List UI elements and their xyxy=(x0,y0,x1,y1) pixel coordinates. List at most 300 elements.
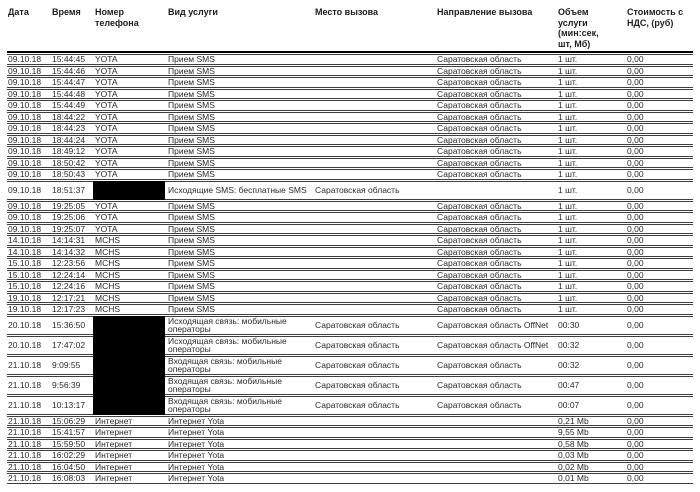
cell-place xyxy=(315,124,433,133)
cell-date: 19.10.18 xyxy=(8,292,42,303)
cell-volume: 00:47 xyxy=(558,379,580,390)
table-row xyxy=(7,66,693,77)
header-separator-line xyxy=(7,51,693,53)
column-header-cost: Стоимость с НДС, (руб) xyxy=(627,7,684,28)
cell-time: 15:44:46 xyxy=(52,65,86,76)
cell-volume: 1 шт. xyxy=(558,169,578,179)
cell-service: Прием SMS xyxy=(168,111,215,122)
cell-volume: 1 шт. xyxy=(558,223,578,234)
cell-time: 18:50:42 xyxy=(52,157,86,168)
table-row xyxy=(7,376,693,395)
cell-phone: Интернет xyxy=(95,473,133,483)
cell-phone: YOTA xyxy=(95,123,118,133)
table-row xyxy=(7,77,693,88)
cell-cost: 0,00 xyxy=(627,427,644,437)
cell-place xyxy=(315,159,433,168)
cell-service: Интернет Yota xyxy=(168,438,225,449)
cell-phone: YOTA xyxy=(95,223,118,234)
cell-service: Входящая связь: мобильные операторы xyxy=(168,355,282,374)
cell-place xyxy=(315,147,433,156)
cell-phone: Интернет xyxy=(95,450,133,460)
cell-direction xyxy=(437,440,555,449)
cell-time: 19:25:07 xyxy=(52,223,86,234)
cell-service: Прием SMS xyxy=(168,281,215,291)
cell-volume: 1 шт. xyxy=(558,88,578,99)
cell-direction: Саратовская область xyxy=(437,212,522,222)
cell-service: Прием SMS xyxy=(168,269,215,280)
cell-direction: Саратовская область xyxy=(437,77,522,87)
cell-time: 15:41:57 xyxy=(52,427,86,437)
cell-place xyxy=(315,428,433,437)
table-body xyxy=(0,54,700,485)
cell-cost: 0,00 xyxy=(627,88,644,99)
cell-phone: YOTA xyxy=(95,100,118,110)
cell-cost: 0,00 xyxy=(627,200,644,211)
cell-date: 09.10.18 xyxy=(8,111,42,122)
cell-volume: 1 шт. xyxy=(558,100,578,110)
cell-date: 15.10.18 xyxy=(8,281,42,291)
cell-volume: 0,01 Mb xyxy=(558,473,589,483)
cell-cost: 0,00 xyxy=(627,157,644,168)
cell-service: Прием SMS xyxy=(168,304,215,314)
cell-service: Прием SMS xyxy=(168,100,215,110)
cell-service: Прием SMS xyxy=(168,200,215,211)
cell-volume: 1 шт. xyxy=(558,200,578,211)
cell-place xyxy=(315,202,433,211)
cell-phone: Интернет xyxy=(95,461,133,472)
cell-volume: 0,58 Mb xyxy=(558,438,589,449)
cell-time: 16:08:03 xyxy=(52,473,86,483)
cell-direction xyxy=(437,428,555,437)
cell-time: 10:13:17 xyxy=(52,399,86,410)
table-row xyxy=(7,146,693,157)
table-row xyxy=(7,89,693,100)
table-row xyxy=(7,473,693,484)
cell-cost: 0,00 xyxy=(627,65,644,76)
cell-cost: 0,00 xyxy=(627,134,644,145)
cell-volume: 0,02 Mb xyxy=(558,461,589,472)
cell-place xyxy=(315,67,433,76)
cell-place: Саратовская область xyxy=(315,379,400,390)
cell-cost: 0,00 xyxy=(627,319,644,330)
cell-place xyxy=(315,78,433,87)
cell-service: Прием SMS xyxy=(168,246,215,257)
cell-volume: 1 шт. xyxy=(558,281,578,291)
cell-place xyxy=(315,113,433,122)
cell-direction: Саратовская область xyxy=(437,304,522,314)
cell-service: Прием SMS xyxy=(168,235,215,245)
cell-direction: Саратовская область xyxy=(437,379,522,390)
cell-place xyxy=(315,55,433,64)
cell-direction: Саратовская область xyxy=(437,292,522,303)
cell-service: Интернет Yota xyxy=(168,427,225,437)
cell-volume: 0,03 Mb xyxy=(558,450,589,460)
cell-volume: 0,21 Mb xyxy=(558,415,589,426)
cell-place xyxy=(315,451,433,460)
cell-time: 12:17:23 xyxy=(52,304,86,314)
cell-date: 21.10.18 xyxy=(8,379,42,390)
cell-direction: Саратовская область xyxy=(437,100,522,110)
cell-direction: Саратовская область xyxy=(437,157,522,168)
cell-time: 19:25:06 xyxy=(52,212,86,222)
cell-direction xyxy=(437,182,555,199)
cell-volume: 1 шт. xyxy=(558,258,578,268)
cell-direction xyxy=(437,463,555,472)
cell-direction: Саратовская область xyxy=(437,65,522,76)
table-row xyxy=(7,201,693,212)
cell-direction xyxy=(437,417,555,426)
cell-time: 15:59:50 xyxy=(52,438,86,449)
table-row xyxy=(7,158,693,169)
cell-time: 14:14:32 xyxy=(52,246,86,257)
cell-direction: Саратовская область xyxy=(437,111,522,122)
cell-phone: MCHS xyxy=(95,269,121,280)
cell-phone: YOTA xyxy=(95,157,118,168)
cell-direction: Саратовская область xyxy=(437,169,522,179)
cell-phone: YOTA xyxy=(95,111,118,122)
cell-service: Входящая связь: мобильные операторы xyxy=(168,395,282,414)
cell-time: 18:44:22 xyxy=(52,111,86,122)
cell-volume: 1 шт. xyxy=(558,134,578,145)
cell-volume: 1 шт. xyxy=(558,65,578,76)
cell-volume: 1 шт. xyxy=(558,235,578,245)
cell-service: Прием SMS xyxy=(168,157,215,168)
cell-service: Прием SMS xyxy=(168,223,215,234)
cell-volume: 9,55 Mb xyxy=(558,427,589,437)
cell-cost: 0,00 xyxy=(627,304,644,314)
table-row xyxy=(7,270,693,281)
cell-date: 21.10.18 xyxy=(8,438,42,449)
cell-date: 20.10.18 xyxy=(8,319,42,330)
cell-cost: 0,00 xyxy=(627,184,644,195)
cell-direction: Саратовская область xyxy=(437,246,522,257)
cell-cost: 0,00 xyxy=(627,246,644,257)
cell-volume: 1 шт. xyxy=(558,54,578,64)
cell-volume: 1 шт. xyxy=(558,123,578,133)
cell-date: 09.10.18 xyxy=(8,65,42,76)
column-header-service: Вид услуги xyxy=(168,7,218,17)
cell-cost: 0,00 xyxy=(627,292,644,303)
table-row xyxy=(7,396,693,415)
cell-time: 18:44:24 xyxy=(52,134,86,145)
cell-phone: Интернет xyxy=(95,438,133,449)
cell-service: Интернет Yota xyxy=(168,461,225,472)
cell-volume: 1 шт. xyxy=(558,269,578,280)
cell-volume: 1 шт. xyxy=(558,184,578,195)
table-row xyxy=(7,356,693,375)
cell-direction: Саратовская область xyxy=(437,200,522,211)
cell-service: Прием SMS xyxy=(168,292,215,303)
column-header-phone: Номер телефона xyxy=(95,7,139,28)
cell-date: 21.10.18 xyxy=(8,359,42,370)
cell-date: 09.10.18 xyxy=(8,77,42,87)
table-row xyxy=(7,224,693,235)
cell-service: Прием SMS xyxy=(168,77,215,87)
cell-cost: 0,00 xyxy=(627,438,644,449)
cell-place xyxy=(315,101,433,110)
cell-volume: 1 шт. xyxy=(558,111,578,122)
column-header-place: Место вызова xyxy=(315,7,379,17)
cell-place xyxy=(315,305,433,314)
cell-place xyxy=(315,440,433,449)
cell-cost: 0,00 xyxy=(627,415,644,426)
cell-phone: YOTA xyxy=(95,212,118,222)
cell-cost: 0,00 xyxy=(627,235,644,245)
cell-place: Саратовская область xyxy=(315,359,400,370)
table-row xyxy=(7,169,693,180)
table-row xyxy=(7,54,693,65)
cell-date: 21.10.18 xyxy=(8,415,42,426)
cell-place xyxy=(315,271,433,280)
table-row xyxy=(7,462,693,473)
cell-service: Прием SMS xyxy=(168,65,215,76)
cell-volume: 1 шт. xyxy=(558,157,578,168)
cell-place xyxy=(315,170,433,179)
cell-direction: Саратовская область OffNet xyxy=(437,319,549,330)
cell-phone: MCHS xyxy=(95,304,121,314)
cell-direction: Саратовская область xyxy=(437,88,522,99)
cell-direction: Саратовская область xyxy=(437,146,522,156)
cell-service: Прием SMS xyxy=(168,54,215,64)
cell-date: 09.10.18 xyxy=(8,212,42,222)
table-row xyxy=(7,336,693,355)
cell-direction xyxy=(437,474,555,483)
cell-service: Прием SMS xyxy=(168,88,215,99)
cell-phone: Интернет xyxy=(95,415,133,426)
cell-direction: Саратовская область xyxy=(437,123,522,133)
cell-date: 21.10.18 xyxy=(8,399,42,410)
cell-time: 15:06:29 xyxy=(52,415,86,426)
cell-place xyxy=(315,136,433,145)
cell-service: Прием SMS xyxy=(168,212,215,222)
cell-place: Саратовская область xyxy=(315,319,400,330)
cell-service: Прием SMS xyxy=(168,134,215,145)
cell-date: 09.10.18 xyxy=(8,54,42,64)
cell-service: Исходящая связь: мобильные операторы xyxy=(168,315,287,334)
cell-cost: 0,00 xyxy=(627,399,644,410)
cell-date: 09.10.18 xyxy=(8,200,42,211)
cell-phone: YOTA xyxy=(95,134,118,145)
redacted-phone-box xyxy=(93,181,165,200)
table-row xyxy=(7,181,693,200)
cell-volume: 1 шт. xyxy=(558,146,578,156)
cell-phone: YOTA xyxy=(95,54,118,64)
cell-volume: 1 шт. xyxy=(558,246,578,257)
cell-volume: 1 шт. xyxy=(558,304,578,314)
cell-volume: 00:32 xyxy=(558,339,580,350)
cell-place: Саратовская область xyxy=(315,339,400,350)
cell-time: 9:56:39 xyxy=(52,379,81,390)
cell-direction: Саратовская область xyxy=(437,258,522,268)
cell-phone: MCHS xyxy=(95,292,121,303)
table-row xyxy=(7,416,693,427)
table-row xyxy=(7,123,693,134)
cell-place xyxy=(315,294,433,303)
cell-date: 19.10.18 xyxy=(8,304,42,314)
table-row xyxy=(7,135,693,146)
cell-date: 15.10.18 xyxy=(8,269,42,280)
cell-volume: 1 шт. xyxy=(558,212,578,222)
cell-phone: MCHS xyxy=(95,258,121,268)
redacted-phone-box xyxy=(93,394,165,415)
cell-place xyxy=(315,225,433,234)
cell-direction: Саратовская область xyxy=(437,359,522,370)
cell-date: 14.10.18 xyxy=(8,235,42,245)
cell-volume: 1 шт. xyxy=(558,77,578,87)
cell-time: 19:25:05 xyxy=(52,200,86,211)
cell-time: 17:47:02 xyxy=(52,339,86,350)
cell-service: Прием SMS xyxy=(168,146,215,156)
cell-direction: Саратовская область xyxy=(437,281,522,291)
cell-time: 14:14:31 xyxy=(52,235,86,245)
cell-cost: 0,00 xyxy=(627,169,644,179)
cell-time: 16:02:29 xyxy=(52,450,86,460)
cell-time: 18:50:43 xyxy=(52,169,86,179)
cell-cost: 0,00 xyxy=(627,146,644,156)
cell-phone: Интернет xyxy=(95,427,133,437)
cell-place xyxy=(315,248,433,257)
table-row xyxy=(7,112,693,123)
table-row xyxy=(7,450,693,461)
cell-place xyxy=(315,417,433,426)
cell-phone: YOTA xyxy=(95,88,118,99)
table-row xyxy=(7,293,693,304)
cell-cost: 0,00 xyxy=(627,281,644,291)
cell-place xyxy=(315,474,433,483)
cell-direction: Саратовская область xyxy=(437,269,522,280)
cell-service: Исходящие SMS: бесплатные SMS xyxy=(168,184,307,195)
cell-phone: YOTA xyxy=(95,77,118,87)
cell-date: 21.10.18 xyxy=(8,473,42,483)
cell-volume: 1 шт. xyxy=(558,292,578,303)
table-row xyxy=(7,212,693,223)
cell-time: 12:23:56 xyxy=(52,258,86,268)
cell-volume: 00:07 xyxy=(558,399,580,410)
cell-cost: 0,00 xyxy=(627,473,644,483)
cell-time: 18:49:12 xyxy=(52,146,86,156)
table-row xyxy=(7,247,693,258)
table-row xyxy=(7,235,693,246)
cell-service: Прием SMS xyxy=(168,169,215,179)
cell-date: 09.10.18 xyxy=(8,88,42,99)
cell-direction: Саратовская область xyxy=(437,223,522,234)
cell-cost: 0,00 xyxy=(627,212,644,222)
cell-cost: 0,00 xyxy=(627,269,644,280)
cell-date: 09.10.18 xyxy=(8,134,42,145)
cell-place: Саратовская область xyxy=(315,184,400,195)
table-row xyxy=(7,281,693,292)
table-row xyxy=(7,427,693,438)
table-row xyxy=(7,304,693,315)
cell-direction: Саратовская область OffNet xyxy=(437,339,549,350)
cell-time: 12:24:16 xyxy=(52,281,86,291)
cell-place xyxy=(315,213,433,222)
cell-direction: Саратовская область xyxy=(437,399,522,410)
cell-place xyxy=(315,90,433,99)
cell-cost: 0,00 xyxy=(627,339,644,350)
cell-volume: 00:32 xyxy=(558,359,580,370)
cell-time: 16:04:50 xyxy=(52,461,86,472)
cell-place xyxy=(315,236,433,245)
cell-direction xyxy=(437,451,555,460)
cell-phone: YOTA xyxy=(95,169,118,179)
cell-place: Саратовская область xyxy=(315,399,400,410)
cell-date: 09.10.18 xyxy=(8,146,42,156)
cell-phone: MCHS xyxy=(95,281,121,291)
cell-cost: 0,00 xyxy=(627,359,644,370)
cell-place xyxy=(315,259,433,268)
table-row xyxy=(7,439,693,450)
cell-time: 15:36:50 xyxy=(52,319,86,330)
cell-date: 21.10.18 xyxy=(8,427,42,437)
cell-phone: MCHS xyxy=(95,235,121,245)
table-row xyxy=(7,316,693,335)
cell-service: Интернет Yota xyxy=(168,473,225,483)
cell-date: 09.10.18 xyxy=(8,123,42,133)
cell-date: 09.10.18 xyxy=(8,100,42,110)
cell-cost: 0,00 xyxy=(627,223,644,234)
cell-service: Исходящая связь: мобильные операторы xyxy=(168,335,287,354)
cell-date: 09.10.18 xyxy=(8,157,42,168)
cell-cost: 0,00 xyxy=(627,77,644,87)
cell-direction: Саратовская область xyxy=(437,54,522,64)
cell-time: 9:09:55 xyxy=(52,359,81,370)
cell-direction: Саратовская область xyxy=(437,235,522,245)
cell-phone: YOTA xyxy=(95,65,118,76)
cell-volume: 00:30 xyxy=(558,319,580,330)
column-header-volume: Объем услуги (мин:сек, шт, Мб) xyxy=(558,7,599,49)
cell-time: 15:44:45 xyxy=(52,54,86,64)
cell-cost: 0,00 xyxy=(627,461,644,472)
column-header-direction: Направление вызова xyxy=(437,7,533,17)
cell-date: 15.10.18 xyxy=(8,258,42,268)
cell-time: 15:44:48 xyxy=(52,88,86,99)
cell-service: Интернет Yota xyxy=(168,415,225,426)
cell-phone: MCHS xyxy=(95,246,121,257)
cell-phone: YOTA xyxy=(95,200,118,211)
cell-time: 15:44:47 xyxy=(52,77,86,87)
cell-service: Интернет Yota xyxy=(168,450,225,460)
cell-cost: 0,00 xyxy=(627,379,644,390)
cell-service: Прием SMS xyxy=(168,258,215,268)
cell-date: 20.10.18 xyxy=(8,339,42,350)
column-header-time: Время xyxy=(52,7,81,17)
cell-place xyxy=(315,282,433,291)
cell-cost: 0,00 xyxy=(627,54,644,64)
cell-cost: 0,00 xyxy=(627,100,644,110)
cell-date: 09.10.18 xyxy=(8,223,42,234)
table-header-row xyxy=(0,7,700,51)
table-row xyxy=(7,100,693,111)
cell-cost: 0,00 xyxy=(627,258,644,268)
cell-phone: YOTA xyxy=(95,146,118,156)
cell-date: 21.10.18 xyxy=(8,461,42,472)
cell-service: Прием SMS xyxy=(168,123,215,133)
cell-time: 12:24:14 xyxy=(52,269,86,280)
cell-date: 09.10.18 xyxy=(8,169,42,179)
cell-service: Входящая связь: мобильные операторы xyxy=(168,375,282,394)
cell-date: 09.10.18 xyxy=(8,184,42,195)
cell-date: 14.10.18 xyxy=(8,246,42,257)
cell-time: 18:44:23 xyxy=(52,123,86,133)
cell-time: 15:44:49 xyxy=(52,100,86,110)
cell-cost: 0,00 xyxy=(627,123,644,133)
cell-cost: 0,00 xyxy=(627,450,644,460)
cell-date: 21.10.18 xyxy=(8,450,42,460)
cell-place xyxy=(315,463,433,472)
cell-direction: Саратовская область xyxy=(437,134,522,145)
column-header-date: Дата xyxy=(8,7,29,17)
